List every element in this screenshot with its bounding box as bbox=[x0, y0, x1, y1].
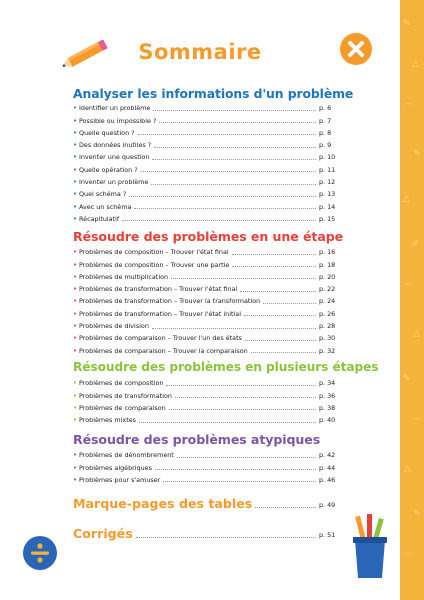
section-heading: Résoudre des problèmes en une étape bbox=[73, 229, 344, 244]
entry-label: Problèmes de comparaison – Trouver la comparaison bbox=[79, 346, 248, 355]
leader-dots bbox=[136, 537, 316, 538]
toc-section-list bbox=[73, 100, 339, 223]
toc-entry[interactable]: • Problèmes de transformation – Trouver l'état final p. 22 bbox=[73, 281, 339, 293]
leader-dots bbox=[232, 266, 316, 267]
leader-dots bbox=[152, 328, 316, 329]
leader-dots bbox=[155, 469, 316, 470]
toc-section-list bbox=[73, 375, 339, 424]
entry-page: p. 24 bbox=[319, 297, 336, 306]
leader-dots bbox=[177, 457, 316, 458]
entry-label: Problèmes de comparaison – Trouver l'un des états bbox=[79, 334, 242, 343]
toc-entry[interactable]: • Problèmes de composition – Trouver une partie p. 18 bbox=[73, 256, 339, 268]
leader-dots bbox=[122, 220, 316, 221]
toc-entry-bookmarks[interactable] bbox=[73, 496, 339, 511]
toc-entry[interactable]: • Problèmes de transformation p. 36 bbox=[73, 387, 339, 399]
toc-entry[interactable]: • Problèmes de division p. 28 bbox=[73, 318, 339, 330]
toc-entry[interactable]: • Inventer un problème p. 12 bbox=[73, 174, 339, 186]
entry-label: Possible ou impossible ? bbox=[79, 116, 157, 125]
entry-page: p. 51 bbox=[319, 531, 336, 539]
entry-page: p. 13 bbox=[319, 190, 336, 199]
entry-page: p. 22 bbox=[319, 285, 336, 294]
entry-page: p. 6 bbox=[319, 104, 332, 113]
leader-dots bbox=[154, 147, 316, 148]
toc-entry[interactable]: • Problèmes algébriques p. 44 bbox=[73, 459, 339, 471]
entry-label: Problèmes de multiplication bbox=[79, 272, 169, 281]
toc-entry[interactable]: • Problèmes de multiplication p. 20 bbox=[73, 269, 339, 281]
leader-dots bbox=[134, 208, 316, 209]
entry-page: p. 30 bbox=[319, 334, 336, 343]
section-heading: Résoudre des problèmes en plusieurs étapes bbox=[73, 360, 379, 374]
entry-label: Problèmes de division bbox=[79, 322, 149, 331]
entry-page: p. 8 bbox=[319, 128, 332, 137]
leader-dots bbox=[139, 422, 316, 423]
entry-label: Quelle opération ? bbox=[79, 165, 138, 174]
toc-section-list bbox=[73, 447, 339, 484]
entry-label: Récapitulatif bbox=[79, 214, 120, 223]
decorative-side-stripe: ✎ △ ⌒ ✎ △ ✐ ⌒ △ ✎ ⌒ △ ✎ ⌒ bbox=[400, 0, 424, 600]
leader-dots bbox=[159, 122, 316, 123]
entry-label: Marque-pages des tables bbox=[73, 496, 253, 511]
entry-label: Identifier un problème bbox=[79, 104, 151, 113]
leader-dots bbox=[152, 159, 316, 160]
entry-page: p. 20 bbox=[319, 272, 336, 281]
entry-page: p. 16 bbox=[319, 248, 336, 257]
toc-entry[interactable]: • Possible ou impossible ? p. 7 bbox=[73, 112, 339, 124]
leader-dots bbox=[232, 254, 316, 255]
entry-page: p. 12 bbox=[319, 178, 336, 187]
toc-entry[interactable]: • Problèmes de dénombrement p. 42 bbox=[73, 447, 339, 459]
entry-label: Avec un schéma bbox=[79, 202, 132, 211]
entry-label: Inventer un problème bbox=[79, 178, 149, 187]
toc-entry[interactable]: • Identifier un problème p. 6 bbox=[73, 100, 339, 112]
toc-entry[interactable]: • Inventer une question p. 10 bbox=[73, 149, 339, 161]
toc-entry[interactable]: • Problèmes de comparaison – Trouver la comparaison p. 32 bbox=[73, 342, 339, 354]
entry-label: Problèmes mixtes bbox=[79, 416, 136, 425]
toc-entry[interactable]: • Quel schéma ? p. 13 bbox=[73, 186, 339, 198]
entry-page: p. 7 bbox=[319, 116, 332, 125]
entry-label: Problèmes de transformation bbox=[79, 391, 172, 400]
section-heading: Résoudre des problèmes atypiques bbox=[73, 432, 321, 447]
entry-page: p. 9 bbox=[319, 141, 332, 150]
leader-dots bbox=[255, 507, 316, 508]
leader-dots bbox=[175, 397, 316, 398]
leader-dots bbox=[138, 134, 316, 135]
entry-page: p. 18 bbox=[319, 260, 336, 269]
entry-label: Problèmes de composition bbox=[79, 379, 164, 388]
entry-page: p. 49 bbox=[319, 501, 336, 509]
leader-dots bbox=[245, 340, 316, 341]
leader-dots bbox=[263, 303, 316, 304]
entry-page: p. 46 bbox=[319, 475, 336, 484]
toc-entry[interactable]: • Quelle opération ? p. 11 bbox=[73, 161, 339, 173]
entry-page: p. 32 bbox=[319, 346, 336, 355]
entry-page: p. 14 bbox=[319, 202, 336, 211]
leader-dots bbox=[240, 291, 316, 292]
leader-dots bbox=[171, 278, 316, 279]
entry-page: p. 28 bbox=[319, 322, 336, 331]
entry-page: p. 44 bbox=[319, 463, 336, 472]
entry-label: Quelle question ? bbox=[79, 128, 135, 137]
leader-dots bbox=[153, 110, 316, 111]
leader-dots bbox=[129, 196, 316, 197]
toc-entry[interactable]: • Problèmes de transformation – Trouver l'état initial p. 26 bbox=[73, 305, 339, 317]
toc-entry[interactable]: • Problèmes mixtes p. 40 bbox=[73, 412, 339, 424]
leader-dots bbox=[251, 352, 316, 353]
entry-label: Problèmes de comparaison bbox=[79, 403, 166, 412]
entry-label: Des données inutiles ? bbox=[79, 141, 152, 150]
entry-page: p. 15 bbox=[319, 214, 336, 223]
entry-label: Problèmes pour s'amuser bbox=[79, 475, 161, 484]
leader-dots bbox=[166, 385, 316, 386]
toc-entry[interactable]: • Problèmes de composition – Trouver l'état final p. 16 bbox=[73, 244, 339, 256]
entry-label: Problèmes de dénombrement bbox=[79, 451, 174, 460]
entry-label: Problèmes de transformation – Trouver l'état initial bbox=[79, 309, 241, 318]
entry-page: p. 11 bbox=[319, 165, 336, 174]
toc-entry[interactable]: • Problèmes de comparaison p. 38 bbox=[73, 400, 339, 412]
entry-label: Quel schéma ? bbox=[79, 190, 127, 199]
entry-page: p. 40 bbox=[319, 416, 336, 425]
toc-entry[interactable]: • Quelle question ? p. 8 bbox=[73, 125, 339, 137]
section-heading: Analyser les informations d'un problème bbox=[73, 86, 354, 101]
toc-section-list bbox=[73, 244, 339, 355]
entry-label: Problèmes algébriques bbox=[79, 463, 152, 472]
toc-entry-answers[interactable] bbox=[73, 526, 339, 541]
entry-label: Problèmes de composition – Trouver l'état final bbox=[79, 248, 229, 257]
entry-page: p. 34 bbox=[319, 379, 336, 388]
entry-page: p. 10 bbox=[319, 153, 336, 162]
toc-entry[interactable]: • Problèmes de composition p. 34 bbox=[73, 375, 339, 387]
leader-dots bbox=[169, 409, 316, 410]
leader-dots bbox=[151, 184, 316, 185]
entry-page: p. 38 bbox=[319, 403, 336, 412]
entry-label: Problèmes de composition – Trouver une partie bbox=[79, 260, 230, 269]
toc-entry[interactable]: • Des données inutiles ? p. 9 bbox=[73, 137, 339, 149]
pencil-cup-icon bbox=[345, 512, 395, 580]
entry-label: Inventer une question bbox=[79, 153, 150, 162]
entry-page: p. 42 bbox=[319, 451, 336, 460]
toc-entry[interactable]: • Récapitulatif p. 15 bbox=[73, 211, 339, 223]
toc-entry[interactable]: • Problèmes de comparaison – Trouver l'un des états p. 30 bbox=[73, 330, 339, 342]
toc-entry[interactable]: • Problèmes de transformation – Trouver la transformation p. 24 bbox=[73, 293, 339, 305]
entry-label: Problèmes de transformation – Trouver l'état final bbox=[79, 285, 238, 294]
entry-label: Corrigés bbox=[73, 526, 133, 541]
leader-dots bbox=[141, 171, 316, 172]
toc-entry[interactable]: • Avec un schéma p. 14 bbox=[73, 198, 339, 210]
page-title: Sommaire bbox=[138, 40, 262, 64]
entry-label: Problèmes de transformation – Trouver la transformation bbox=[79, 297, 261, 306]
toc-entry[interactable]: • Problèmes pour s'amuser p. 46 bbox=[73, 472, 339, 484]
leader-dots bbox=[244, 315, 316, 316]
leader-dots bbox=[163, 481, 316, 482]
entry-page: p. 36 bbox=[319, 391, 336, 400]
entry-page: p. 26 bbox=[319, 309, 336, 318]
divide-icon bbox=[22, 535, 58, 571]
